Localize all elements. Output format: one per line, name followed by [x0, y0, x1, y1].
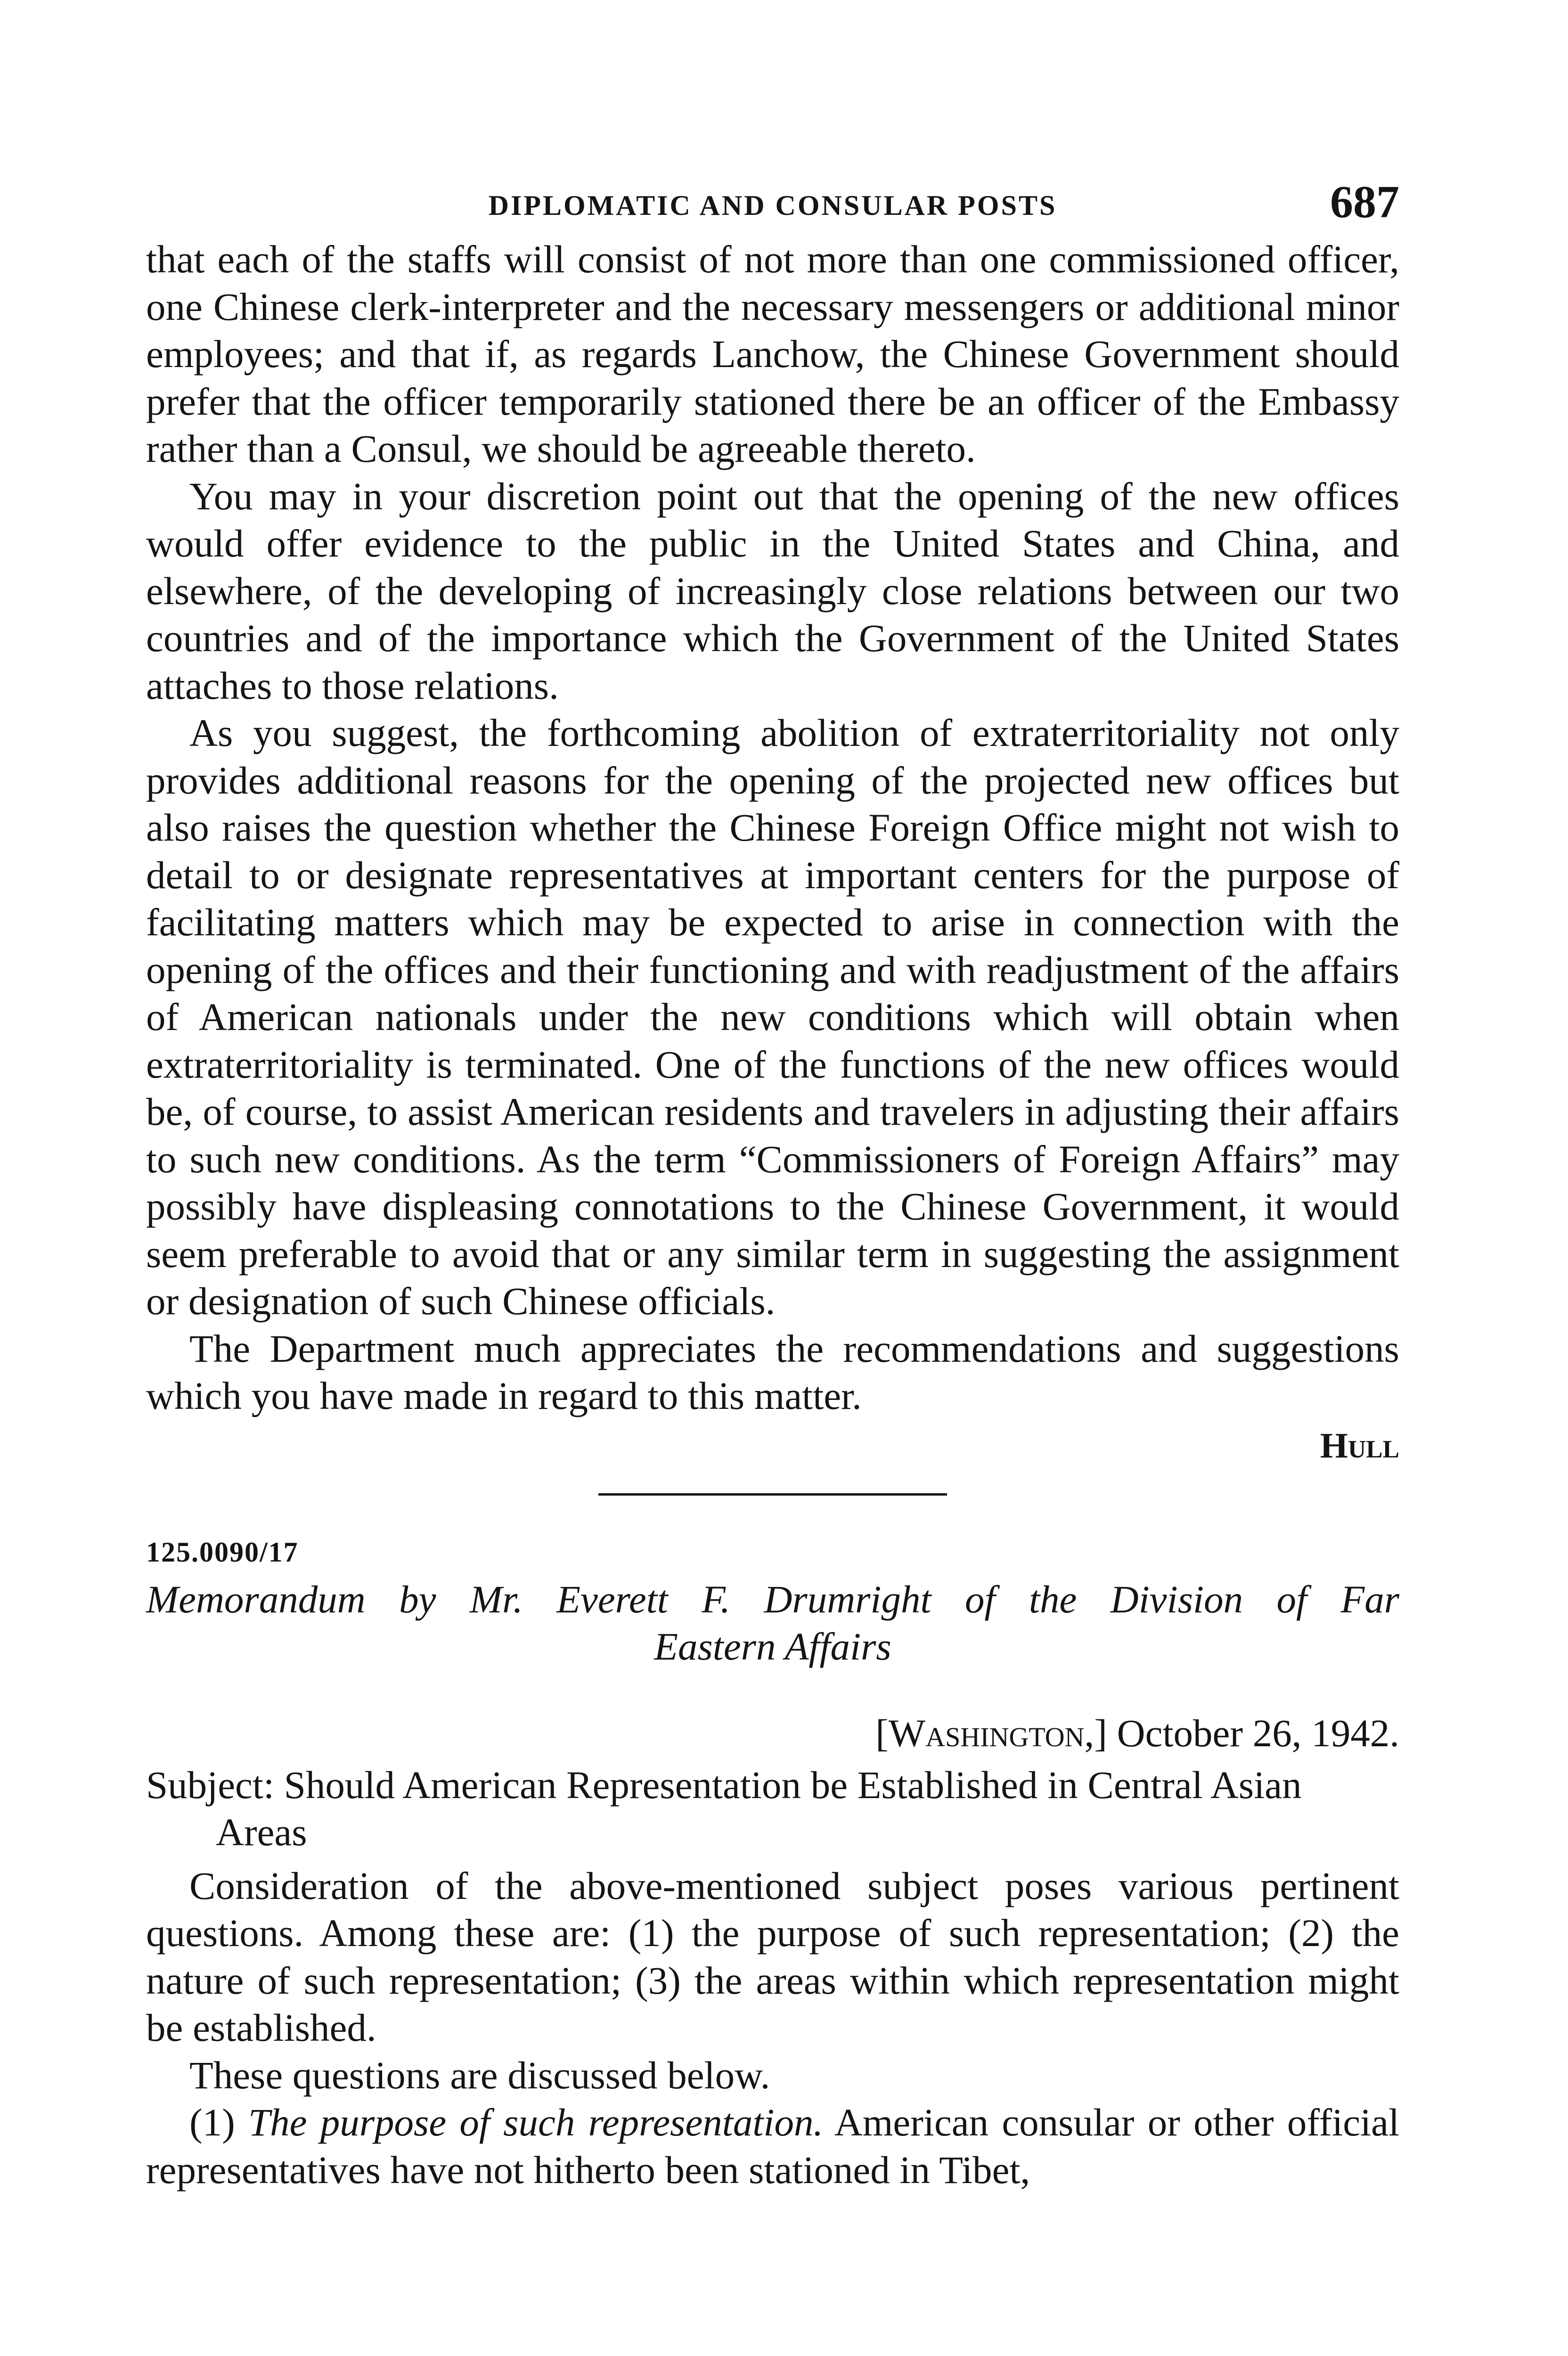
paragraph-purpose	[146, 2099, 1399, 2193]
running-head	[146, 179, 1399, 236]
memo-title-line-2: Eastern Affairs	[654, 1624, 891, 1668]
purpose-number: (1)	[189, 2101, 235, 2144]
file-number: 125.0090/17	[146, 1536, 299, 1568]
paragraph-continued: that each of the staffs will consist of not more than one commissioned officer, one Chinese clerk-interpreter and the necessary messengers or additional minor employees; and that if, as regards Lanchow, the Chinese Government should prefer that the officer temporarily stationed there be an officer of the Embassy rather than a Consul, we should be agreeable thereto.	[146, 237, 1399, 470]
dateline	[146, 1710, 1399, 1757]
dateline-place: [Washington,]	[875, 1711, 1107, 1755]
paragraph-discretion: You may in your discretion point out that the opening of the new offices would offer evidence to the public in the United States and China, and elsewhere, of the developing of increasingly close relations between our two countries and of the importance which the Government of the United States attaches to those relations.	[146, 474, 1399, 707]
paragraph-consideration: Consideration of the above-mentioned subject poses various pertinent questions. Among these are: (1) the purpose of such representation; (2) the nature of such representation; (3) the areas within which representation might be established.	[146, 1864, 1399, 2049]
purpose-text: American consular or other official representatives have not hitherto been stationed in Tibet,	[146, 2101, 1400, 2192]
memo-title	[146, 1576, 1399, 1670]
paragraph-extraterritoriality: As you suggest, the forthcoming abolition of extraterritoriality not only provides additional reasons for the opening of the projected new offices but also raises the question whether the Chinese Foreign Office might not wish to detail to or designate representatives at important centers for the purpose of facilitating matters which may be expected to arise in connection with the opening of the offices and their functioning and with readjustment of the affairs of American nationals under the new conditions which will obtain when extraterritoriality is terminated. One of the functions of the new offices would be, of course, to assist American residents and travelers in adjusting their affairs to such new conditions. As the term “Commissioners of Foreign Affairs” may possibly have displeasing connotations to the Chinese Government, it would seem preferable to avoid that or any similar term in suggesting the assignment or designation of such Chinese officials.	[146, 711, 1399, 1323]
document-page	[146, 179, 1399, 2193]
paragraph-appreciation: The Department much appreciates the recommendations and suggestions which you have made in regard to this matter.	[146, 1326, 1399, 1417]
memo-subject: Subject: Should American Representation be Established in Central Asian Areas	[146, 1763, 1302, 1854]
paragraph-discussed: These questions are discussed below.	[189, 2053, 770, 2097]
running-title: DIPLOMATIC AND CONSULAR POSTS	[488, 190, 1057, 221]
purpose-heading: The purpose of such representation.	[248, 2101, 824, 2144]
signature: Hull	[1320, 1425, 1399, 1465]
dateline-date: October 26, 1942.	[1117, 1711, 1399, 1755]
memo-title-line-1: Memorandum by Mr. Everett F. Drumright of the Division of Far	[146, 1577, 1399, 1621]
section-divider	[598, 1493, 947, 1496]
page-number: 687	[1330, 177, 1399, 228]
